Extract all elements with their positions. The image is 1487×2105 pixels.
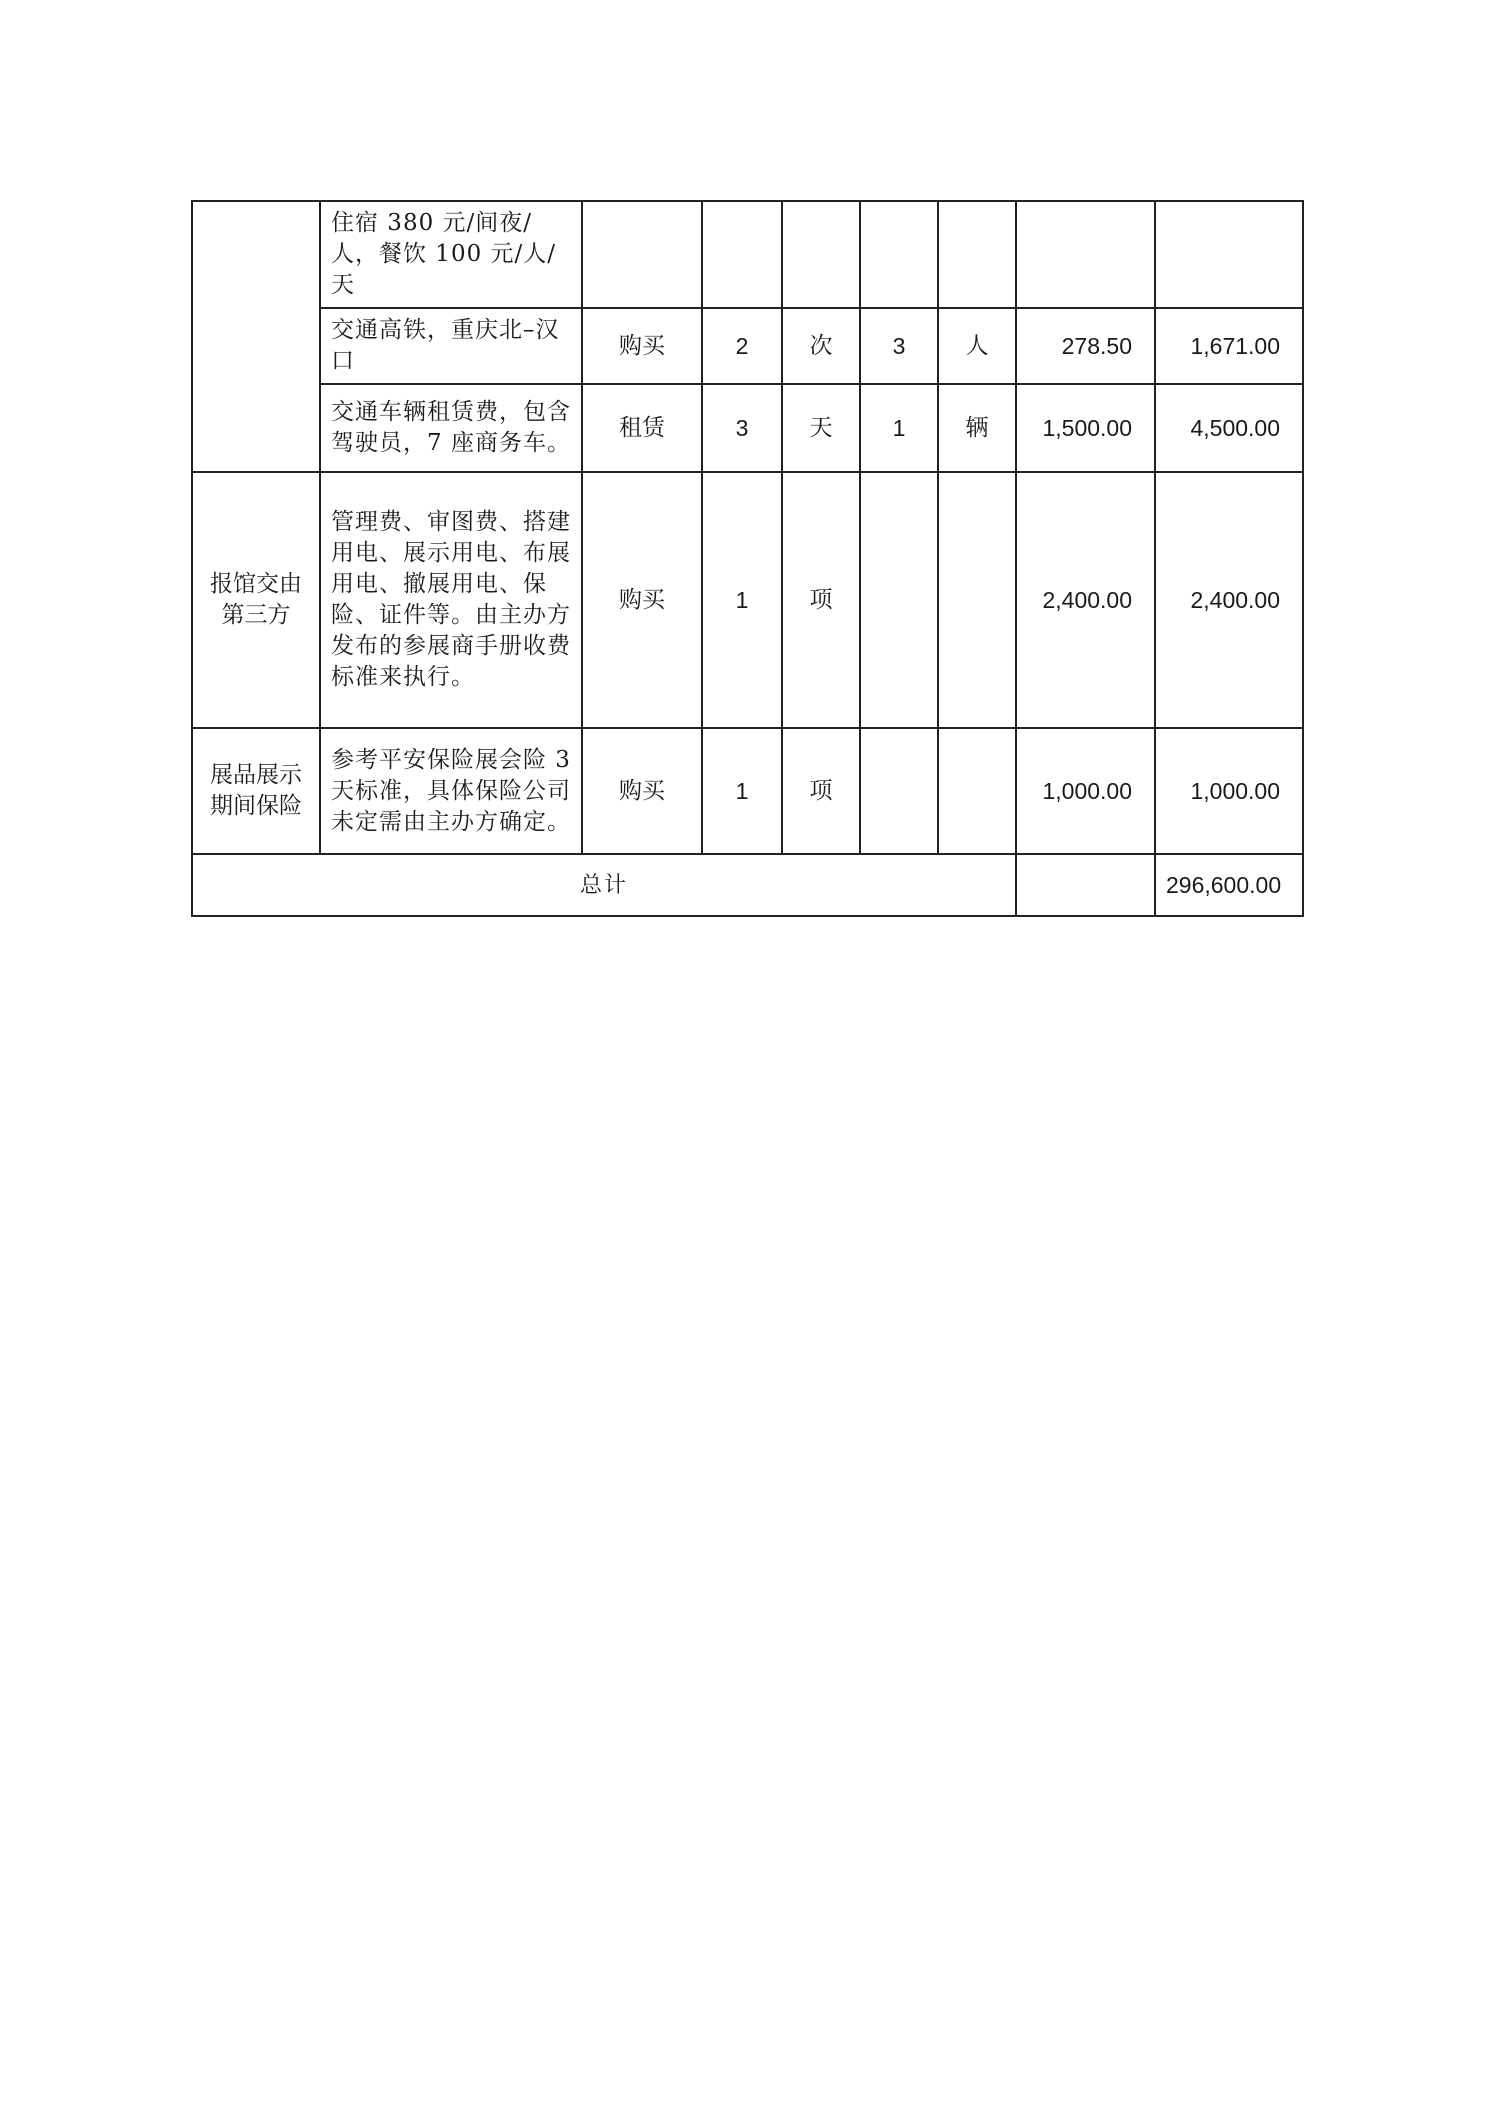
quantity-cell: 1 <box>860 384 938 472</box>
table-row <box>192 472 1303 728</box>
method-cell: 购买 <box>582 308 702 384</box>
unit-cell: 项 <box>782 728 860 854</box>
category-cell: 报馆交由第三方 <box>192 472 320 728</box>
unit-price-cell: 1,000.00 <box>1016 728 1155 854</box>
description-cell: 交通高铁，重庆北–汉口 <box>320 308 582 384</box>
amount-cell <box>1155 201 1303 308</box>
unit-cell: 次 <box>782 308 860 384</box>
description-cell: 参考平安保险展会险 3 天标准，具体保险公司未定需由主办方确定。 <box>320 728 582 854</box>
quantity-cell <box>860 472 938 728</box>
unit-cell <box>938 472 1016 728</box>
unit-cell <box>938 728 1016 854</box>
amount-cell: 4,500.00 <box>1155 384 1303 472</box>
total-row <box>192 854 1303 916</box>
quantity-cell: 3 <box>860 308 938 384</box>
quantity-cell <box>860 728 938 854</box>
quantity-cell: 3 <box>702 384 782 472</box>
method-cell: 购买 <box>582 728 702 854</box>
description-cell: 交通车辆租赁费，包含驾驶员，7 座商务车。 <box>320 384 582 472</box>
method-cell: 购买 <box>582 472 702 728</box>
quantity-cell: 1 <box>702 728 782 854</box>
unit-price-cell <box>1016 201 1155 308</box>
unit-price-cell: 2,400.00 <box>1016 472 1155 728</box>
table-row <box>192 201 1303 308</box>
unit-cell <box>938 201 1016 308</box>
unit-price-cell: 278.50 <box>1016 308 1155 384</box>
unit-cell <box>782 201 860 308</box>
unit-cell: 天 <box>782 384 860 472</box>
quantity-cell <box>860 201 938 308</box>
budget-table <box>191 200 1304 917</box>
unit-cell: 人 <box>938 308 1016 384</box>
method-cell: 租赁 <box>582 384 702 472</box>
total-label: 总计 <box>192 854 1016 916</box>
amount-cell: 2,400.00 <box>1155 472 1303 728</box>
unit-cell: 辆 <box>938 384 1016 472</box>
table-row <box>192 308 1303 384</box>
method-cell <box>582 201 702 308</box>
amount-cell: 1,000.00 <box>1155 728 1303 854</box>
description-cell: 住宿 380 元/间夜/人，餐饮 100 元/人/天 <box>320 201 582 308</box>
category-cell <box>192 201 320 472</box>
table-row <box>192 728 1303 854</box>
description-cell: 管理费、审图费、搭建用电、展示用电、布展用电、撤展用电、保险、证件等。由主办方发布的参展商手册收费标准来执行。 <box>320 472 582 728</box>
amount-cell: 1,671.00 <box>1155 308 1303 384</box>
total-amount: 296,600.00 <box>1155 854 1303 916</box>
table-row <box>192 384 1303 472</box>
category-cell: 展品展示期间保险 <box>192 728 320 854</box>
quantity-cell: 1 <box>702 472 782 728</box>
quantity-cell <box>702 201 782 308</box>
total-unit-price-cell <box>1016 854 1155 916</box>
unit-price-cell: 1,500.00 <box>1016 384 1155 472</box>
quantity-cell: 2 <box>702 308 782 384</box>
unit-cell: 项 <box>782 472 860 728</box>
